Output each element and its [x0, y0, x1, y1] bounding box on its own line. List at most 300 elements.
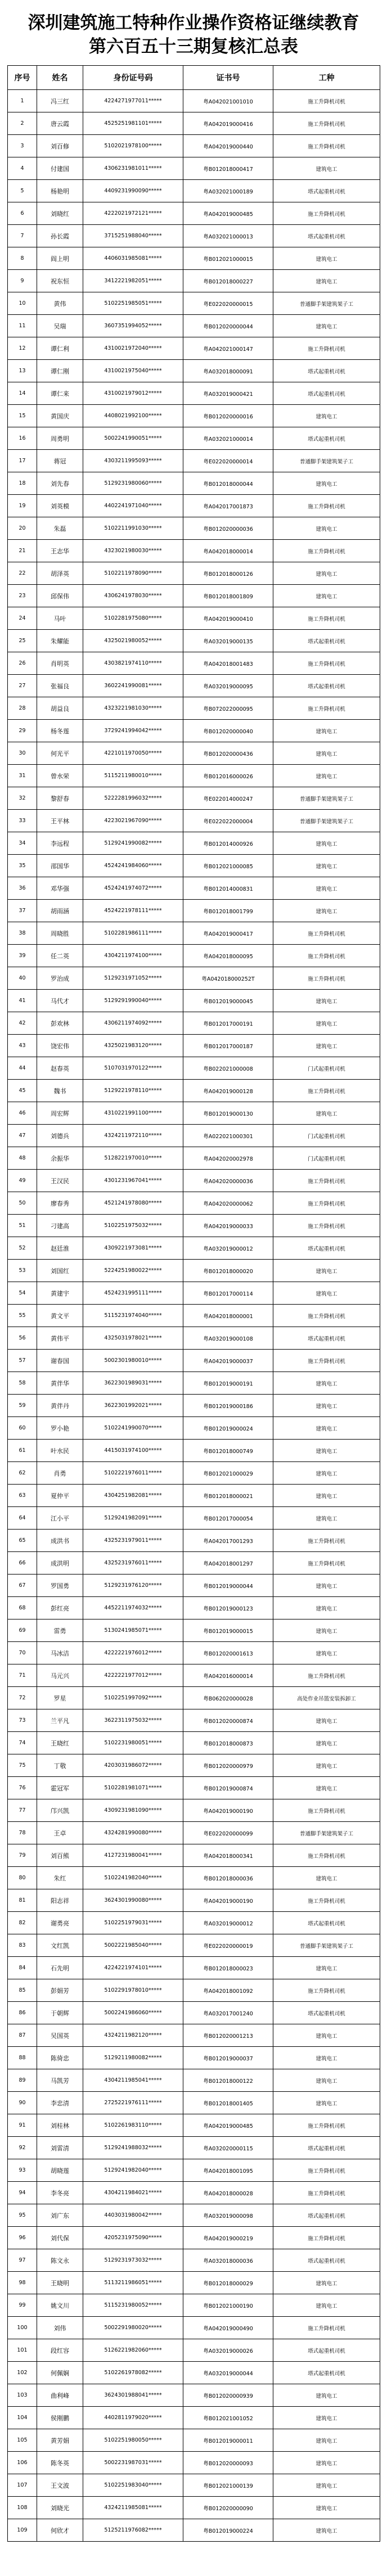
table-row: [8, 2452, 380, 2474]
table-row: [8, 1147, 380, 1170]
trade: 建筑电工: [273, 2474, 380, 2497]
person-name: 黄伟平: [37, 1327, 83, 1350]
person-name: 吴国英: [37, 2024, 83, 2047]
row-index: 9: [8, 270, 37, 292]
row-index: 100: [8, 2317, 37, 2339]
person-name: 朱磊: [37, 517, 83, 540]
row-index: 91: [8, 2114, 37, 2137]
trade: 施工升降机司机: [273, 1979, 380, 2002]
trade: 建筑电工: [273, 1642, 380, 1664]
certificate-number: 粤B012019000011: [183, 2429, 273, 2452]
person-name: 黄国庆: [37, 405, 83, 427]
trade: 塔式起重机司机: [273, 2362, 380, 2384]
row-index: 75: [8, 1754, 37, 1777]
title-line-2: 第六百五十三期复核汇总表: [89, 37, 298, 57]
certificate-number: 粤A042019000410: [183, 607, 273, 630]
certificate-number: 粤B012017000187: [183, 1035, 273, 1057]
id-number: 5125211976082*****: [83, 2519, 183, 2542]
id-number: 5224251980022*****: [83, 1260, 183, 1282]
id-number: 4304211984021*****: [83, 2182, 183, 2204]
id-number: 5102231980051*****: [83, 1732, 183, 1754]
certificate-number: 粤B012019000191: [183, 1372, 273, 1395]
person-name: 魏书: [37, 1080, 83, 1102]
id-number: 5115211980010*****: [83, 765, 183, 787]
table-row: [8, 1912, 380, 1934]
id-number: 4310221991100*****: [83, 1102, 183, 1125]
table-row: [8, 630, 380, 652]
table-row: [8, 1530, 380, 1552]
id-number: 5129241988032*****: [83, 2137, 183, 2159]
row-index: 55: [8, 1305, 37, 1327]
certificate-number: 粤A042018000341: [183, 1844, 273, 1867]
row-index: 62: [8, 1462, 37, 1485]
certificate-number: 粤A032018000091: [183, 360, 273, 382]
row-index: 105: [8, 2429, 37, 2452]
table-body: [8, 90, 380, 2542]
certificate-number: 粤B012019000044: [183, 1575, 273, 1597]
table-row: [8, 1372, 380, 1395]
person-name: 罗星: [37, 1687, 83, 1709]
trade: 塔式起重机司机: [273, 1912, 380, 1934]
person-name: 石先明: [37, 1957, 83, 1979]
id-number: 5129211980082*****: [83, 2047, 183, 2069]
id-number: 4408021992100*****: [83, 405, 183, 427]
certificate-number: 粤A042017001873: [183, 495, 273, 517]
id-number: 4406031985081*****: [83, 247, 183, 270]
row-index: 68: [8, 1597, 37, 1619]
table-row: [8, 2069, 380, 2092]
table-row: [8, 2407, 380, 2429]
table-row: [8, 450, 380, 472]
person-name: 夏仲平: [37, 1485, 83, 1507]
row-index: 96: [8, 2227, 37, 2249]
table-row: [8, 360, 380, 382]
certificate-number: 粤B012019000874: [183, 1777, 273, 1799]
person-name: 黄伴华: [37, 1372, 83, 1395]
table-row: [8, 1192, 380, 1215]
row-index: 72: [8, 1687, 37, 1709]
person-name: 胡益良: [37, 697, 83, 720]
certificate-number: 粤B012021000190: [183, 2294, 273, 2317]
row-index: 5: [8, 180, 37, 202]
certificate-number: 粤B012018001799: [183, 900, 273, 922]
certificate-number: 粤B012018001809: [183, 585, 273, 607]
certificate-number: 粤A042016000014: [183, 1664, 273, 1687]
row-index: 49: [8, 1170, 37, 1192]
certificate-number: 粤B022021000008: [183, 1057, 273, 1080]
person-name: 祝东恒: [37, 270, 83, 292]
certificate-number: 粤A042018000001: [183, 1305, 273, 1327]
id-number: 5102221976011*****: [83, 1462, 183, 1485]
person-name: 谭仁来: [37, 382, 83, 405]
person-name: 黄芳娟: [37, 2429, 83, 2452]
trade: 塔式起重机司机: [273, 427, 380, 450]
certificate-number: 粤B012019000037: [183, 2047, 273, 2069]
table-row: [8, 742, 380, 765]
certificate-number: 粤A032019000012: [183, 1912, 273, 1934]
certificate-number: 粤A032021000189: [183, 180, 273, 202]
table-row: [8, 1440, 380, 1462]
certificate-number: 粤A042020002978: [183, 1147, 273, 1170]
trade: 塔式起重机司机: [273, 2249, 380, 2272]
person-name: 肖明英: [37, 652, 83, 675]
trade: 建筑电工: [273, 2384, 380, 2407]
trade: 建筑电工: [273, 1417, 380, 1440]
id-number: 4324211972110*****: [83, 1125, 183, 1147]
id-number: 4222221976012*****: [83, 1642, 183, 1664]
row-index: 87: [8, 2024, 37, 2047]
table-row: [8, 517, 380, 540]
id-number: 4303821974110*****: [83, 652, 183, 675]
row-index: 45: [8, 1080, 37, 1102]
trade: 建筑电工: [273, 157, 380, 180]
trade: 建筑电工: [273, 990, 380, 1012]
table-row: [8, 990, 380, 1012]
id-number: 4524241974072*****: [83, 877, 183, 900]
table-header-row: [8, 66, 380, 90]
trade: 建筑电工: [273, 877, 380, 900]
row-index: 15: [8, 405, 37, 427]
certificate-number: 粤B012020000016: [183, 405, 273, 427]
person-name: 黄建宇: [37, 1282, 83, 1305]
person-name: 孙长霞: [37, 225, 83, 247]
table-row: [8, 315, 380, 337]
trade: 建筑电工: [273, 765, 380, 787]
row-index: 95: [8, 2204, 37, 2227]
id-number: 5002301980010*****: [83, 1350, 183, 1372]
trade: 普通脚手架建筑架子工: [273, 787, 380, 810]
table-row: [8, 382, 380, 405]
certificate-number: 粤A042019000417: [183, 922, 273, 945]
id-number: 5130241985071*****: [83, 1619, 183, 1642]
trade: 施工升降机司机: [273, 607, 380, 630]
table-row: [8, 1777, 380, 1799]
trade: 建筑电工: [273, 832, 380, 855]
table-row: [8, 270, 380, 292]
table-row: [8, 945, 380, 967]
table-row: [8, 2429, 380, 2452]
id-number: 4524231995111*****: [83, 1282, 183, 1305]
trade: 建筑电工: [273, 720, 380, 742]
row-index: 106: [8, 2452, 37, 2474]
row-index: 32: [8, 787, 37, 810]
person-name: 谢春国: [37, 1350, 83, 1372]
person-name: 肖勇: [37, 1462, 83, 1485]
table-row: [8, 967, 380, 990]
row-index: 93: [8, 2159, 37, 2182]
person-name: 文红凯: [37, 1934, 83, 1957]
trade: 建筑电工: [273, 517, 380, 540]
trade: 建筑电工: [273, 2429, 380, 2452]
table-row: [8, 1305, 380, 1327]
table-row: [8, 337, 380, 360]
table-row: [8, 1799, 380, 1822]
header-index: 序号: [8, 66, 37, 90]
table-row: [8, 1102, 380, 1125]
person-name: 马代才: [37, 990, 83, 1012]
id-number: 4325021983120*****: [83, 1035, 183, 1057]
certificate-number: 粤A042019000190: [183, 1799, 273, 1822]
row-index: 10: [8, 292, 37, 315]
table-row: [8, 1417, 380, 1440]
row-index: 80: [8, 1867, 37, 1889]
table-row: [8, 832, 380, 855]
table-row: [8, 2339, 380, 2362]
row-index: 65: [8, 1530, 37, 1552]
table-row: [8, 202, 380, 225]
id-number: 5102251979031*****: [83, 1912, 183, 1934]
person-name: 谢勇亮: [37, 1912, 83, 1934]
row-index: 56: [8, 1327, 37, 1350]
table-row: [8, 1012, 380, 1035]
person-name: 叶水民: [37, 1440, 83, 1462]
row-index: 86: [8, 2002, 37, 2024]
id-number: 4402811979020*****: [83, 2407, 183, 2429]
row-index: 41: [8, 990, 37, 1012]
table-row: [8, 2474, 380, 2497]
row-index: 7: [8, 225, 37, 247]
trade: 施工升降机司机: [273, 967, 380, 990]
id-number: 4309221973081*****: [83, 1237, 183, 1260]
trade: 建筑电工: [273, 855, 380, 877]
header-trade: 工种: [273, 66, 380, 90]
row-index: 58: [8, 1372, 37, 1395]
row-index: 108: [8, 2497, 37, 2519]
person-name: 姚文川: [37, 2294, 83, 2317]
table-row: [8, 1889, 380, 1912]
person-name: 赵春英: [37, 1057, 83, 1080]
person-name: 廖春秀: [37, 1192, 83, 1215]
row-index: 11: [8, 315, 37, 337]
id-number: 5102251980050*****: [83, 2429, 183, 2452]
id-number: 5129221978110*****: [83, 1080, 183, 1102]
person-name: 刘雷清: [37, 2137, 83, 2159]
table-row: [8, 1934, 380, 1957]
row-index: 19: [8, 495, 37, 517]
table-row: [8, 2137, 380, 2159]
table-row: [8, 2519, 380, 2542]
table-row: [8, 2114, 380, 2137]
row-index: 38: [8, 922, 37, 945]
person-name: 刘伟: [37, 2317, 83, 2339]
person-name: 刘广东: [37, 2204, 83, 2227]
certificate-number: 粤B012018000417: [183, 157, 273, 180]
trade: 门式起重机司机: [273, 1147, 380, 1170]
certificate-number: 粤A042021000147: [183, 337, 273, 360]
id-number: 5129241982091*****: [83, 1507, 183, 1530]
table-row: [8, 1867, 380, 1889]
trade: 施工升降机司机: [273, 2114, 380, 2137]
person-name: 刘国红: [37, 1260, 83, 1282]
row-index: 50: [8, 1192, 37, 1215]
id-number: 5129291990040*****: [83, 990, 183, 1012]
person-name: 饶宏伟: [37, 1035, 83, 1057]
table-row: [8, 922, 380, 945]
id-number: 4306211974092*****: [83, 1012, 183, 1035]
id-number: 5102291978010*****: [83, 1979, 183, 2002]
trade: 建筑电工: [273, 1485, 380, 1507]
trade: 普通脚手架建筑架子工: [273, 1822, 380, 1844]
trade: 建筑电工: [273, 1957, 380, 1979]
id-number: 2725221976111*****: [83, 2092, 183, 2114]
id-number: 4309231981090*****: [83, 1799, 183, 1822]
id-number: 4222221977012*****: [83, 1664, 183, 1687]
id-number: 4325231976011*****: [83, 1552, 183, 1575]
table-row: [8, 1260, 380, 1282]
person-name: 雷勇: [37, 1619, 83, 1642]
trade: 塔式起重机司机: [273, 360, 380, 382]
table-row: [8, 1350, 380, 1372]
table-row: [8, 697, 380, 720]
row-index: 90: [8, 2092, 37, 2114]
person-name: 黄伴丹: [37, 1395, 83, 1417]
row-index: 92: [8, 2137, 37, 2159]
certificate-number: 粤A042019000033: [183, 1215, 273, 1237]
trade: 普通脚手架建筑架子工: [273, 1934, 380, 1957]
row-index: 69: [8, 1619, 37, 1642]
person-name: 罗小艳: [37, 1417, 83, 1440]
id-number: 5102251985051*****: [83, 292, 183, 315]
trade: 建筑电工: [273, 270, 380, 292]
row-index: 28: [8, 697, 37, 720]
trade: 建筑电工: [273, 2272, 380, 2294]
trade: 塔式起重机司机: [273, 225, 380, 247]
trade: 建筑电工: [273, 1575, 380, 1597]
person-name: 陈倚忠: [37, 2047, 83, 2069]
id-number: 4304211974100*****: [83, 945, 183, 967]
id-number: 4310021972040*****: [83, 337, 183, 360]
id-number: 4325021980052*****: [83, 630, 183, 652]
table-row: [8, 2204, 380, 2227]
row-index: 70: [8, 1642, 37, 1664]
row-index: 26: [8, 652, 37, 675]
id-number: 4524221978111*****: [83, 900, 183, 922]
person-name: 黎舒春: [37, 787, 83, 810]
trade: 建筑电工: [273, 2294, 380, 2317]
row-index: 30: [8, 742, 37, 765]
trade: 建筑电工: [273, 2047, 380, 2069]
person-name: 何欣才: [37, 2519, 83, 2542]
certificate-number: 粤B012019000224: [183, 2519, 273, 2542]
trade: 塔式起重机司机: [273, 630, 380, 652]
person-name: 李冬亮: [37, 2182, 83, 2204]
person-name: 蒋冠: [37, 450, 83, 472]
table-row: [8, 2272, 380, 2294]
table-row: [8, 2249, 380, 2272]
table-row: [8, 1215, 380, 1237]
trade: 施工升降机司机: [273, 1889, 380, 1912]
trade: 高处作业吊篮安装拆卸工: [273, 1687, 380, 1709]
person-name: 刘德兵: [37, 1125, 83, 1147]
certificate-number: 粤B012018000749: [183, 1440, 273, 1462]
row-index: 29: [8, 720, 37, 742]
person-name: 黄文平: [37, 1305, 83, 1327]
person-name: 胡雨涵: [37, 900, 83, 922]
trade: 建筑电工: [273, 1260, 380, 1282]
certificate-number: 粤A042019000485: [183, 2114, 273, 2137]
person-name: 马凯芳: [37, 2069, 83, 2092]
table-row: [8, 1957, 380, 1979]
trade: 普通脚手架建筑架子工: [273, 810, 380, 832]
row-index: 85: [8, 1979, 37, 2002]
table-row: [8, 1822, 380, 1844]
row-index: 53: [8, 1260, 37, 1282]
certificate-number: 粤A042018000014: [183, 540, 273, 562]
trade: 施工升降机司机: [273, 1305, 380, 1327]
id-number: 3607351994052*****: [83, 315, 183, 337]
trade: 门式起重机司机: [273, 1057, 380, 1080]
trade: 普通脚手架建筑架子工: [273, 292, 380, 315]
table-row: [8, 1057, 380, 1080]
person-name: 刘百修: [37, 135, 83, 157]
table-row: [8, 1732, 380, 1754]
trade: 塔式起重机司机: [273, 180, 380, 202]
trade: 门式起重机司机: [273, 1125, 380, 1147]
certificate-number: 粤B012020000090: [183, 2497, 273, 2519]
person-name: 王文波: [37, 2474, 83, 2497]
row-index: 48: [8, 1147, 37, 1170]
trade: 塔式起重机司机: [273, 675, 380, 697]
trade: 建筑电工: [273, 1867, 380, 1889]
trade: 建筑电工: [273, 2497, 380, 2519]
id-number: 4323221981030*****: [83, 697, 183, 720]
row-index: 34: [8, 832, 37, 855]
certificate-number: 粤A042018001095: [183, 2159, 273, 2182]
table-row: [8, 1979, 380, 2002]
trade: 施工升降机司机: [273, 90, 380, 112]
certificate-number: 粤B012014000926: [183, 832, 273, 855]
id-number: 4306231981011*****: [83, 157, 183, 180]
person-name: 杨艳明: [37, 180, 83, 202]
table-row: [8, 877, 380, 900]
trade: 建筑电工: [273, 2024, 380, 2047]
trade: 施工升降机司机: [273, 1552, 380, 1575]
row-index: 99: [8, 2294, 37, 2317]
certificate-number: 粤B012020000093: [183, 2452, 273, 2474]
table-row: [8, 2092, 380, 2114]
row-index: 102: [8, 2362, 37, 2384]
row-index: 94: [8, 2182, 37, 2204]
trade: 施工升降机司机: [273, 1170, 380, 1192]
certificate-number: 粤E022014000247: [183, 787, 273, 810]
table-row: [8, 292, 380, 315]
trade: 建筑电工: [273, 1012, 380, 1035]
row-index: 82: [8, 1912, 37, 1934]
id-number: 5128221970010*****: [83, 1147, 183, 1170]
certificate-number: 粤E022020000014: [183, 450, 273, 472]
table-row: [8, 1687, 380, 1709]
id-number: 3624301988041*****: [83, 2384, 183, 2407]
certificate-number: 粤A032019000135: [183, 630, 273, 652]
certificate-number: 粤A042019000440: [183, 135, 273, 157]
id-number: 3729241994042*****: [83, 720, 183, 742]
table-row: [8, 405, 380, 427]
id-number: 4323021980030*****: [83, 540, 183, 562]
id-number: 4306241978030*****: [83, 585, 183, 607]
table-row: [8, 2317, 380, 2339]
person-name: 王平林: [37, 810, 83, 832]
row-index: 23: [8, 585, 37, 607]
certificate-number: 粤B012020001213: [183, 2024, 273, 2047]
row-index: 66: [8, 1552, 37, 1575]
person-name: 霍冠军: [37, 1777, 83, 1799]
certificate-number: 粤B012017000191: [183, 1012, 273, 1035]
table-row: [8, 1642, 380, 1664]
table-row: [8, 1080, 380, 1102]
id-number: 3715251988040*****: [83, 225, 183, 247]
person-name: 成洪书: [37, 1530, 83, 1552]
trade: 施工升降机司机: [273, 540, 380, 562]
